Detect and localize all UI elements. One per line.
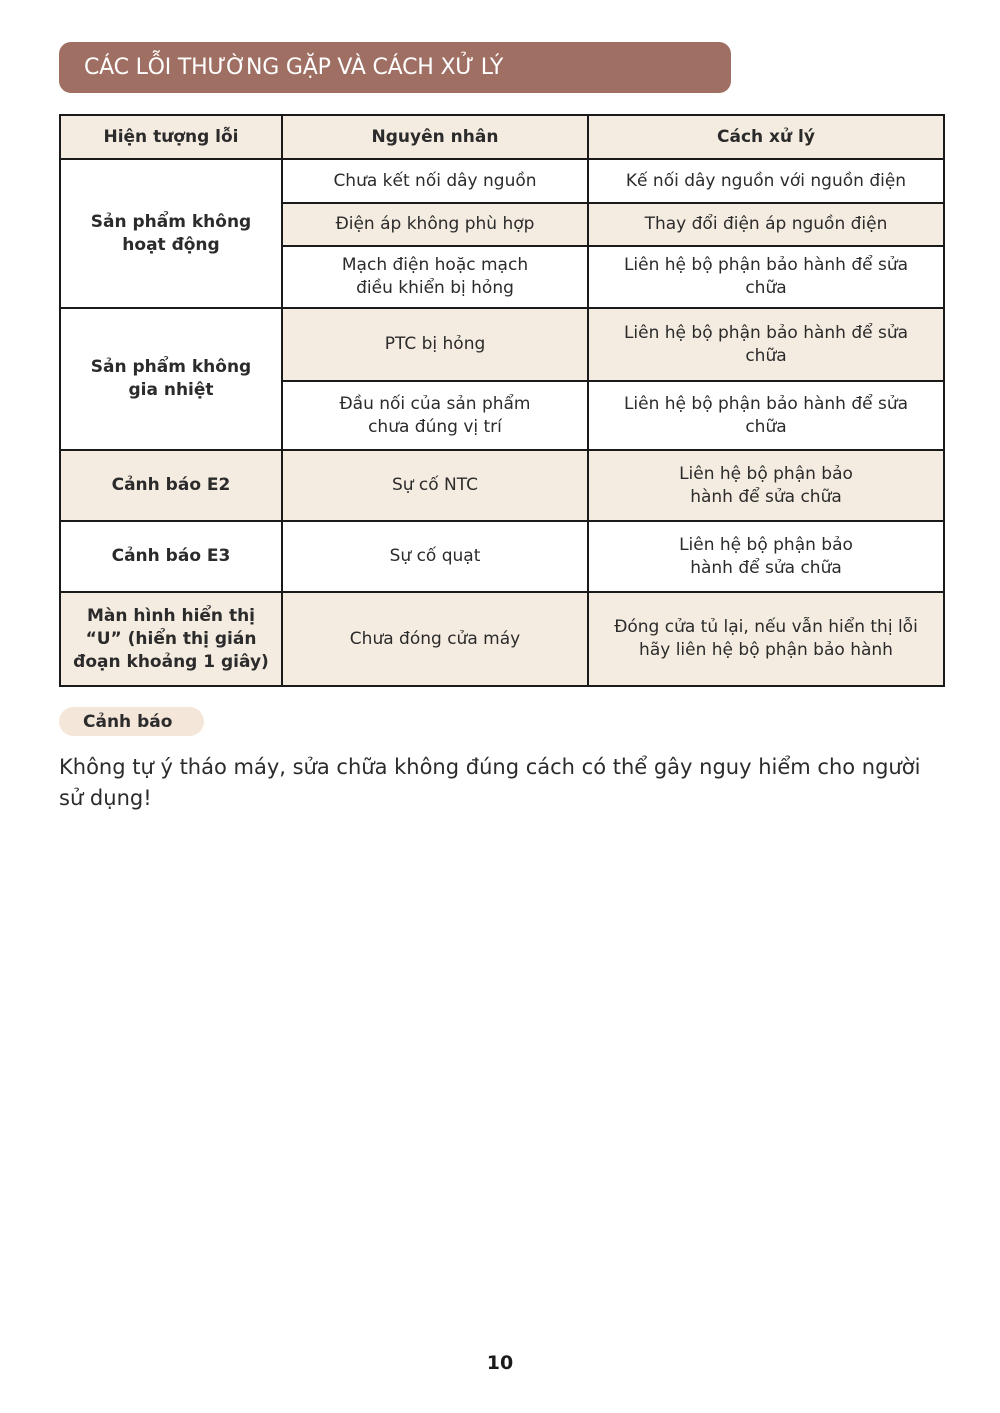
symptom-cell: Cảnh báo E3 [60, 521, 282, 592]
warning-text: Không tự ý tháo máy, sửa chữa không đúng cách có thể gây nguy hiểm cho người sử dụng! [59, 755, 921, 810]
header-symptom: Hiện tượng lỗi [60, 115, 282, 159]
table-row [60, 308, 944, 381]
symptom-cell: Sản phẩm không gia nhiệt [60, 308, 282, 450]
solution-cell: Đóng cửa tủ lại, nếu vẫn hiển thị lỗi hãy liên hệ bộ phận bảo hành [588, 592, 944, 686]
solution-cell: Thay đổi điện áp nguồn điện [588, 203, 944, 246]
symptom-cell: Cảnh báo E2 [60, 450, 282, 521]
cause-cell: Chưa đóng cửa máy [282, 592, 588, 686]
cause-cell: Chưa kết nối dây nguồn [282, 159, 588, 203]
symptom-cell: Màn hình hiển thị “U” (hiển thị gián đoạn khoảng 1 giây) [60, 592, 282, 686]
page-number: 10 [486, 1352, 514, 1374]
warning-label: Cảnh báo [83, 711, 173, 732]
cause-cell: Điện áp không phù hợp [282, 203, 588, 246]
solution-cell: Kế nối dây nguồn với nguồn điện [588, 159, 944, 203]
section-title-banner [59, 42, 731, 93]
table-header-row [60, 115, 944, 159]
solution-cell: Liên hệ bộ phận bảo hành để sửa chữa [588, 450, 944, 521]
header-cause: Nguyên nhân [282, 115, 588, 159]
troubleshooting-table [59, 114, 945, 687]
cause-cell: Sự cố quạt [282, 521, 588, 592]
header-solution: Cách xử lý [588, 115, 944, 159]
symptom-cell: Sản phẩm không hoạt động [60, 159, 282, 308]
cause-cell: Đầu nối của sản phẩm chưa đúng vị trí [282, 381, 588, 450]
table-row [60, 450, 944, 521]
solution-cell: Liên hệ bộ phận bảo hành để sửa chữa [588, 381, 944, 450]
section-title: CÁC LỖI THƯỜNG GẶP VÀ CÁCH XỬ LÝ [84, 55, 504, 80]
table-row [60, 159, 944, 203]
cause-cell: Sự cố NTC [282, 450, 588, 521]
cause-cell: Mạch điện hoặc mạch điều khiển bị hỏng [282, 246, 588, 308]
solution-cell: Liên hệ bộ phận bảo hành để sửa chữa [588, 521, 944, 592]
table-row [60, 521, 944, 592]
table-row [60, 592, 944, 686]
solution-cell: Liên hệ bộ phận bảo hành để sửa chữa [588, 308, 944, 381]
warning-badge [59, 707, 204, 736]
solution-cell: Liên hệ bộ phận bảo hành để sửa chữa [588, 246, 944, 308]
cause-cell: PTC bị hỏng [282, 308, 588, 381]
